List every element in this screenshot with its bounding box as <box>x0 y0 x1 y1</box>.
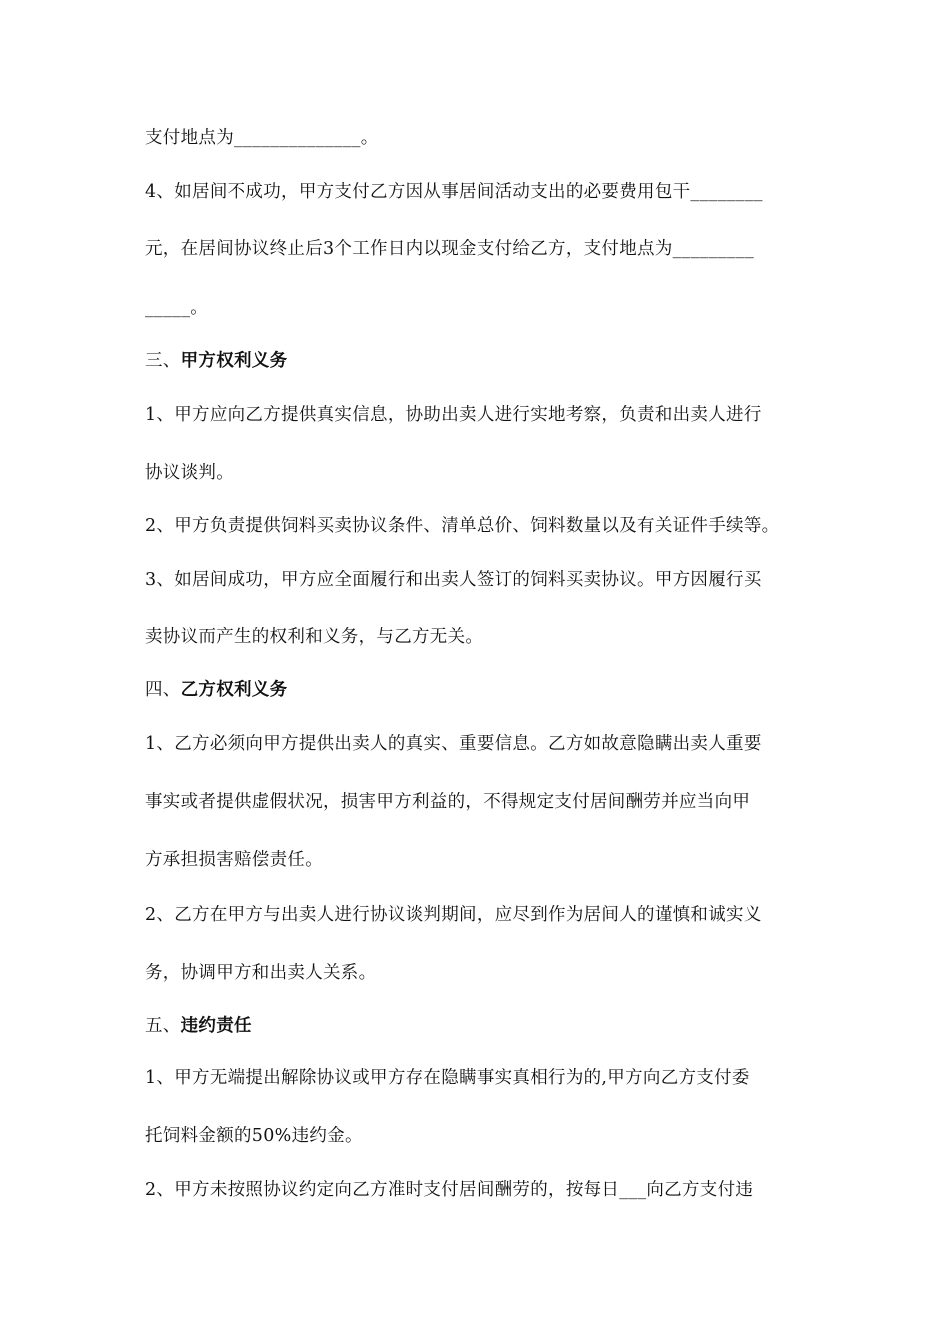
section-heading-5 <box>145 1014 252 1038</box>
section-number: 五、 <box>145 1016 181 1036</box>
section-heading-3 <box>145 349 287 373</box>
paragraph-line: 2、甲方负责提供饲料买卖协议条件、清单总价、饲料数量以及有关证件手续等。 <box>145 516 780 536</box>
paragraph-line: 卖协议而产生的权利和义务，与乙方无关。 <box>145 627 484 647</box>
section-title: 甲方权利义务 <box>180 351 288 371</box>
paragraph-line: 1、乙方必须向甲方提供出卖人的真实、重要信息。乙方如故意隐瞒出卖人重要 <box>145 734 762 754</box>
paragraph-line: 事实或者提供虚假状况，损害甲方利益的，不得规定支付居间酬劳并应当向甲 <box>145 792 751 812</box>
section-number: 三、 <box>145 351 181 371</box>
paragraph-line: 方承担损害赔偿责任。 <box>145 850 323 870</box>
paragraph-line: 3、如居间成功，甲方应全面履行和出卖人签订的饲料买卖协议。甲方因履行买 <box>145 570 762 590</box>
paragraph-line: 支付地点为______________。 <box>145 128 379 148</box>
paragraph-line: 元，在居间协议终止后3个工作日内以现金支付给乙方，支付地点为_________ <box>145 239 755 259</box>
paragraph-line: 1、甲方无端提出解除协议或甲方存在隐瞒事实真相行为的,甲方向乙方支付委 <box>145 1068 750 1088</box>
paragraph-line: 1、甲方应向乙方提供真实信息，协助出卖人进行实地考察，负责和出卖人进行 <box>145 405 762 425</box>
paragraph-line: _____。 <box>145 298 209 318</box>
section-number: 四、 <box>145 680 181 700</box>
section-heading-4 <box>145 678 287 702</box>
paragraph-line: 协议谈判。 <box>145 463 234 483</box>
paragraph-line: 托饲料金额的50%违约金。 <box>145 1126 363 1146</box>
section-title: 违约责任 <box>180 1016 252 1036</box>
section-title: 乙方权利义务 <box>180 680 288 700</box>
paragraph-line: 4、如居间不成功，甲方支付乙方因从事居间活动支出的必要费用包干________ <box>145 182 763 202</box>
paragraph-line: 2、乙方在甲方与出卖人进行协议谈判期间，应尽到作为居间人的谨慎和诚实义 <box>145 905 762 925</box>
paragraph-line: 2、甲方未按照协议约定向乙方准时支付居间酬劳的，按每日___向乙方支付违 <box>145 1180 754 1200</box>
paragraph-line: 务，协调甲方和出卖人关系。 <box>145 963 377 983</box>
